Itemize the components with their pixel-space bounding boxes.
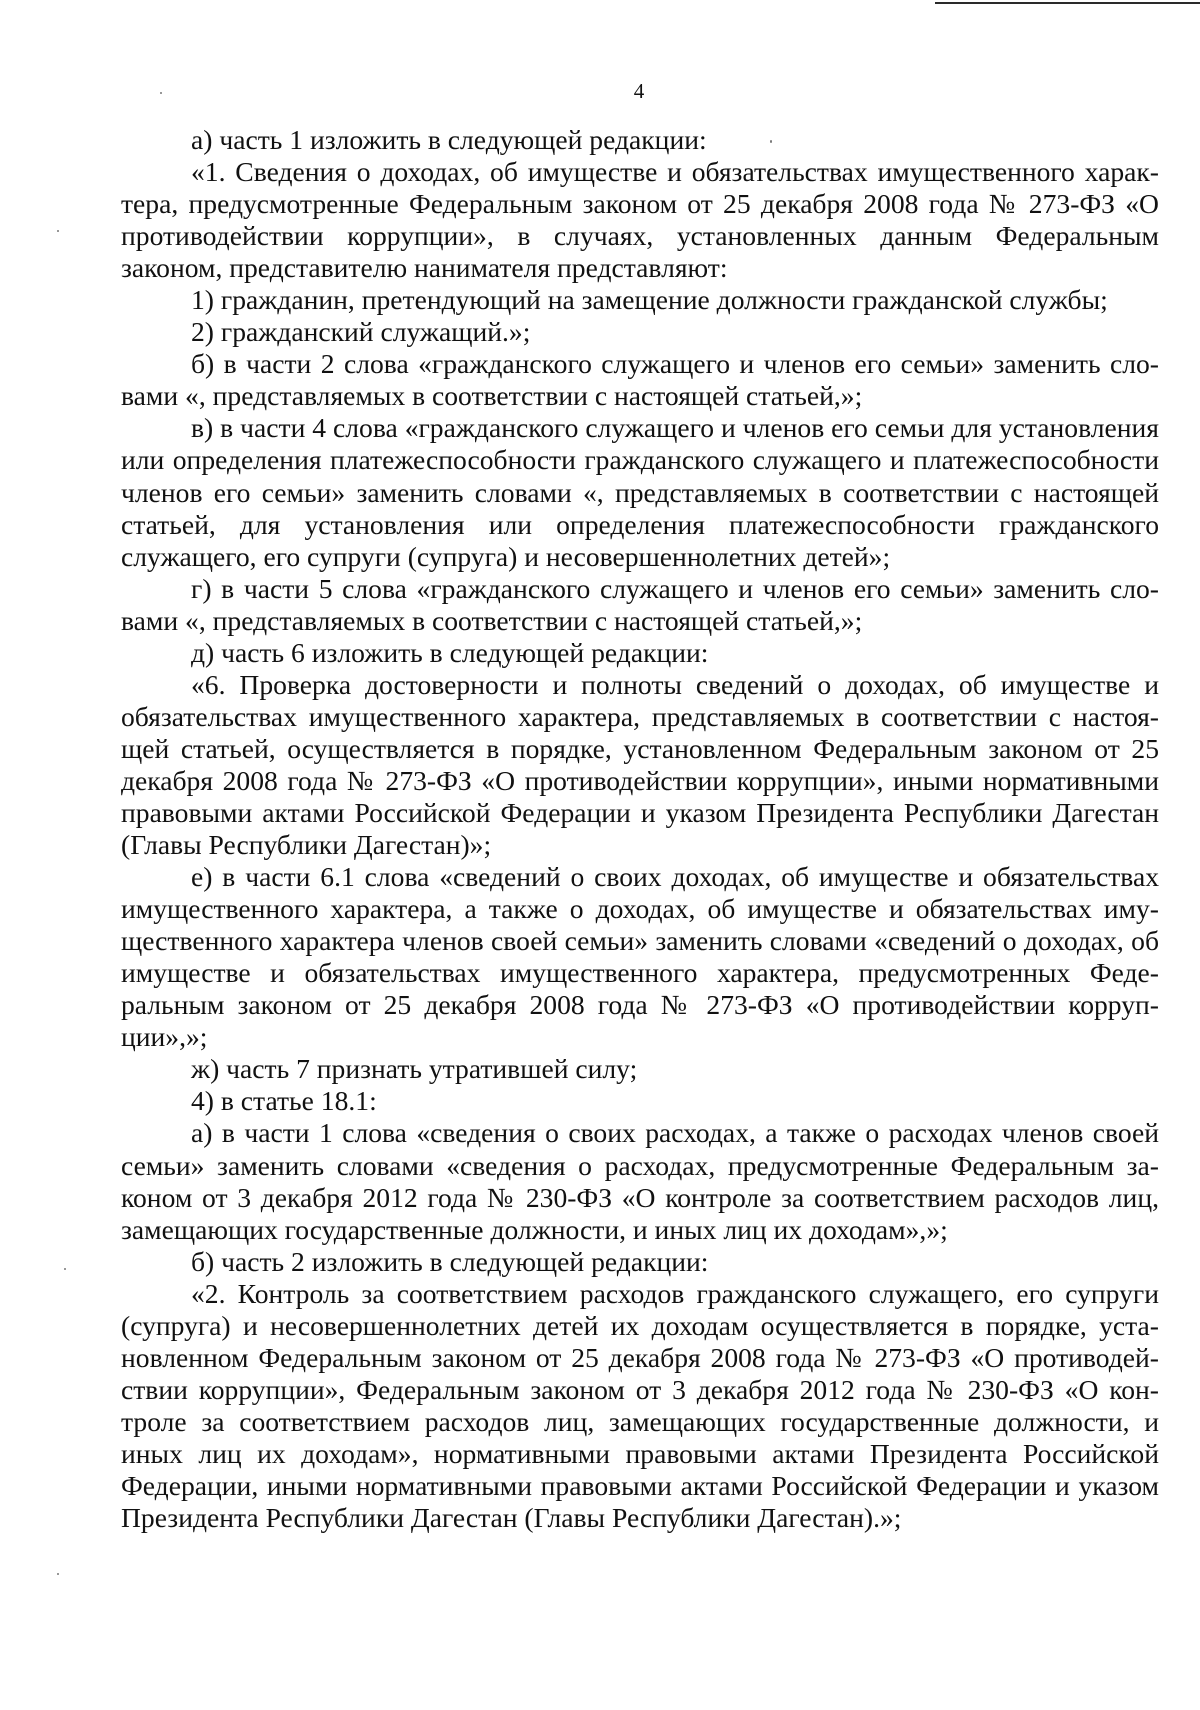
scan-speck [64, 1268, 66, 1270]
scan-speck [770, 140, 772, 143]
paragraph-11: ж) часть 7 признать утратившей силу; [191, 1053, 638, 1085]
paragraph-13: а) в части 1 слова «сведения о своих расходах, а также о расходах членов своей семьи» заменить словами «сведения о расходах, предусмотренные Федеральным законом от 3 декабря 2012 года № 230-ФЗ «О контроле за соответствием расходов лиц, замещающих государственные должности, и иных лиц их доходам»,»; [121, 1117, 1159, 1245]
paragraph-1: а) часть 1 изложить в следующей редакции: [191, 124, 707, 155]
scan-speck [57, 230, 59, 232]
scan-speck [57, 1573, 59, 1575]
document-body [121, 124, 1159, 1534]
paragraph-15: «2. Контроль за соответствием расходов гражданского служащего, его супруги (супруга) и несовершеннолетних детей их доходам осуществляется в порядке, установленном Федеральным законом от 25 декабря 2008 года № 273-ФЗ «О противодействии коррупции», Федеральным законом от 3 декабря 2012 года № 230-ФЗ «О контроле за соответствием расходов лиц, замещающих государственные должности, и иных лиц их доходам», нормативными правовыми актами Президента Российской Федерации, иными нормативными правовыми актами Российской Федерации и указом Президента Республики Дагестан (Главы Республики Дагестан).»; [121, 1277, 1159, 1534]
paragraph-12: 4) в статье 18.1: [191, 1085, 377, 1117]
scan-border-line [935, 2, 1200, 4]
paragraph-3: 1) гражданин, претендующий на замещение должности гражданской службы; [191, 284, 1108, 316]
paragraph-14: б) часть 2 изложить в следующей редакции: [191, 1245, 709, 1277]
paragraph-4: 2) гражданский служащий.»; [191, 316, 531, 348]
paragraph-5: б) в части 2 слова «гражданского служащего и членов его семьи» заменить словами «, представляемых в соответствии с настоящей статьей,»; [121, 348, 1159, 412]
paragraph-6: в) в части 4 слова «гражданского служащего и членов его семьи для установления или определения платежеспособности гражданского служащего и платежеспособности членов его семьи» заменить словами «, представляемых в соответствии с настоящей статьей, для установления или определения платежеспособности гражданского служащего, его супруги (супруга) и несовершеннолетних детей»; [121, 412, 1159, 572]
paragraph-2: «1. Сведения о доходах, об имуществе и обязательствах имущественного характера, предусмотренные Федеральным законом от 25 декабря 2008 года № 273-ФЗ «О противодействии коррупции», в случаях, установленных данным Федеральным законом, представителю нанимателя представляют: [121, 156, 1159, 284]
paragraph-7: г) в части 5 слова «гражданского служащего и членов его семьи» заменить словами «, представляемых в соответствии с настоящей статьей,»; [121, 572, 1159, 636]
paragraph-10: е) в части 6.1 слова «сведений о своих доходах, об имуществе и обязательствах имущественного характера, а также о доходах, об имуществе и обязательствах имущественного характера членов своей семьи» заменить словами «сведений о доходах, об имуществе и обязательствах имущественного характера, предусмотренных Федеральным законом от 25 декабря 2008 года № 273-ФЗ «О противодействии коррупции»,»; [121, 861, 1159, 1053]
paragraph-9: «6. Проверка достоверности и полноты сведений о доходах, об имуществе и обязательствах имущественного характера, представляемых в соответствии с настоящей статьей, осуществляется в порядке, установленном Федеральным законом от 25 декабря 2008 года № 273-ФЗ «О противодействии коррупции», иными нормативными правовыми актами Российской Федерации и указом Президента Республики Дагестан (Главы Республики Дагестан)»; [121, 668, 1159, 861]
scan-speck [160, 92, 162, 94]
paragraph-8: д) часть 6 изложить в следующей редакции: [191, 636, 709, 668]
page-number: 4 [633, 79, 645, 103]
